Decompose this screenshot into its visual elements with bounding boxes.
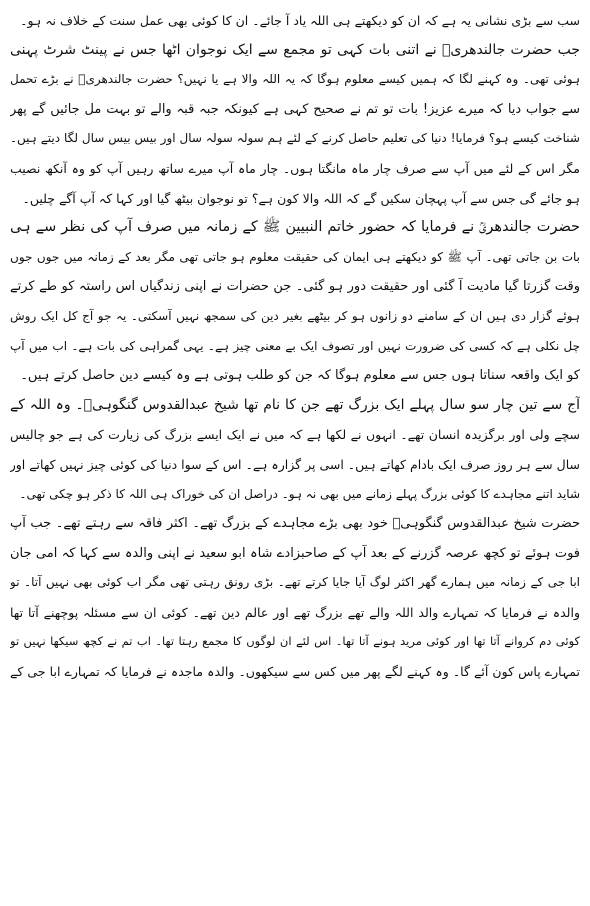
text-line: آج سے تین چار سو سال پہلے ایک بزرگ تھے جن کا نام تھا شیخ عبدالقدوس گنگوہیؒ۔ وہ اللہ کے [10,396,580,413]
paragraph-3 [10,213,580,391]
text-line: ہوئے گزار دی ہیں ان کے سامنے دو زانوں ہو کر بیٹھے بغیر دین کی سمجھ نہیں آسکتی۔ یہ جو آج کل ایک روش [10,308,580,323]
text-line: کو ایک واقعہ سناتا ہوں جس سے معلوم ہوگا کہ جن کو طلب ہوتی ہے وہ کیسے دین حاصل کرتے ہیں۔ [20,368,580,384]
text-line: ہو جائے گی جس سے آپ پہچان سکیں گے کہ اللہ والا کون ہے؟ تو نوجوان بیٹھ گیا اور کہا کہ آپ آگے چلیں۔ [22,190,580,206]
text-line: ہوئی تھی۔ وہ کہنے لگا کہ ہمیں کیسے معلوم ہوگا کہ یہ اللہ والا ہے یا نہیں؟ حضرت جالندھریؒ نے بڑے تحمل [10,72,580,87]
text-line: چل نکلی ہے کہ کسی کی ضرورت نہیں اور تصوف ایک بے معنی چیز ہے۔ یہی گمراہی کی بات ہے۔ اب میں آپ [10,338,580,353]
text-line: بات بن جاتی تھی۔ آپ ﷺ کو دیکھتے ہی ایمان کی حقیقت معلوم ہو جاتی تھی مگر بعد کے زمانہ میں جوں جوں [10,249,580,264]
text-line: شناخت کیسے ہو؟ فرمایا! دنیا کی تعلیم حاصل کرنے کے لئے ہم سولہ سولہ سال اور بیس بیس سال لگا دیتے ہیں۔ [10,131,580,146]
text-line: سے جواب دیا کہ میرے عزیز! بات تو تم نے صحیح کہی ہے کیونکہ جبہ قبہ والے تو بہت مل جائیں گے پھر [10,101,580,117]
text-line: حضرت جالندھریؒ نے فرمایا کہ حضور خاتم النبیین ﷺ کے زمانہ میں صرف آپ کی نظر سے ہی [10,219,580,236]
text-line: وقت گزرتا گیا مادیت آ گئی اور حقیقت دور ہو گئی۔ جن حضرات نے اپنی زندگیاں اس راستہ کو طے کرتے [10,279,580,295]
text-line: سب سے بڑی نشانی یہ ہے کہ ان کو دیکھتے ہی اللہ یاد آ جائے۔ ان کا کوئی بھی عمل سنت کے خلاف نہ ہو۔ [20,13,580,28]
text-line: فوت ہوئے تو کچھ عرصہ گزرنے کے بعد آپ کے صاحبزادے شاہ ابو سعید نے اپنی والدہ سے کہا کہ امی جان [10,545,580,561]
text-line: ابا جی کے زمانہ میں ہمارے گھر اکثر لوگ آیا جایا کرتے تھے۔ بڑی رونق رہتی تھی مگر اب کوئی بھی نہیں آتا۔ تو [10,575,580,590]
paragraph-2 [10,36,580,214]
text-line: مگر اس کے لئے میں آپ سے صرف چار ماہ مانگتا ہوں۔ چار ماہ آپ میرے ساتھ رہیں آپ کو وہ آنکھ نصیب [10,160,580,176]
paragraph-1 [10,6,580,36]
text-line: حضرت شیخ عبدالقدوس گنگوہیؒ خود بھی بڑے مجاہدے کے بزرگ تھے۔ اکثر فاقہ سے رہتے تھے۔ جب آپ [10,516,580,532]
text-line: تمہارے پاس کون آئے گا۔ وہ کہنے لگے پھر میں کس سے سیکھوں۔ والدہ ماجدہ نے فرمایا کہ تمہارے ابا جی کے [10,664,580,680]
text-line: کوئی دم کروانے آتا تھا اور کوئی مرید ہونے آتا تھا۔ اس لئے ان لوگوں کا مجمع رہتا تھا۔ اب تم نے کچھ سیکھا نہیں تو [10,634,580,649]
text-line: والدہ نے فرمایا کہ تمہارے والد اللہ والے تھے بزرگ تھے اور عالم دین تھے۔ کوئی ان سے مسئلہ پوچھنے آتا تھا [10,604,580,620]
text-line: سچے ولی اور برگزیدہ انسان تھے۔ انہوں نے لکھا ہے کہ میں نے ایک ایسے بزرگ کی زیارت کی ہے جو چالیس [10,427,580,443]
text-line: جب حضرت جالندھریؒ نے اتنی بات کہی تو مجمع سے ایک نوجوان اٹھا جس نے پینٹ شرٹ پہنی [10,41,580,58]
paragraph-4 [10,391,580,509]
text-line: شاید اتنے مجاہدے کا کوئی بزرگ پہلے زمانے میں بھی نہ ہو۔ دراصل ان کی خوراک ہی اللہ کا ذکر ہو چکی تھی۔ [19,486,580,501]
paragraph-5 [10,509,580,687]
text-line: سال سے ہر روز صرف ایک بادام کھاتے ہیں۔ اسی پر گزارہ ہے۔ اس کے سوا دنیا کی کوئی چیز نہیں کھاتے اور [10,456,580,472]
